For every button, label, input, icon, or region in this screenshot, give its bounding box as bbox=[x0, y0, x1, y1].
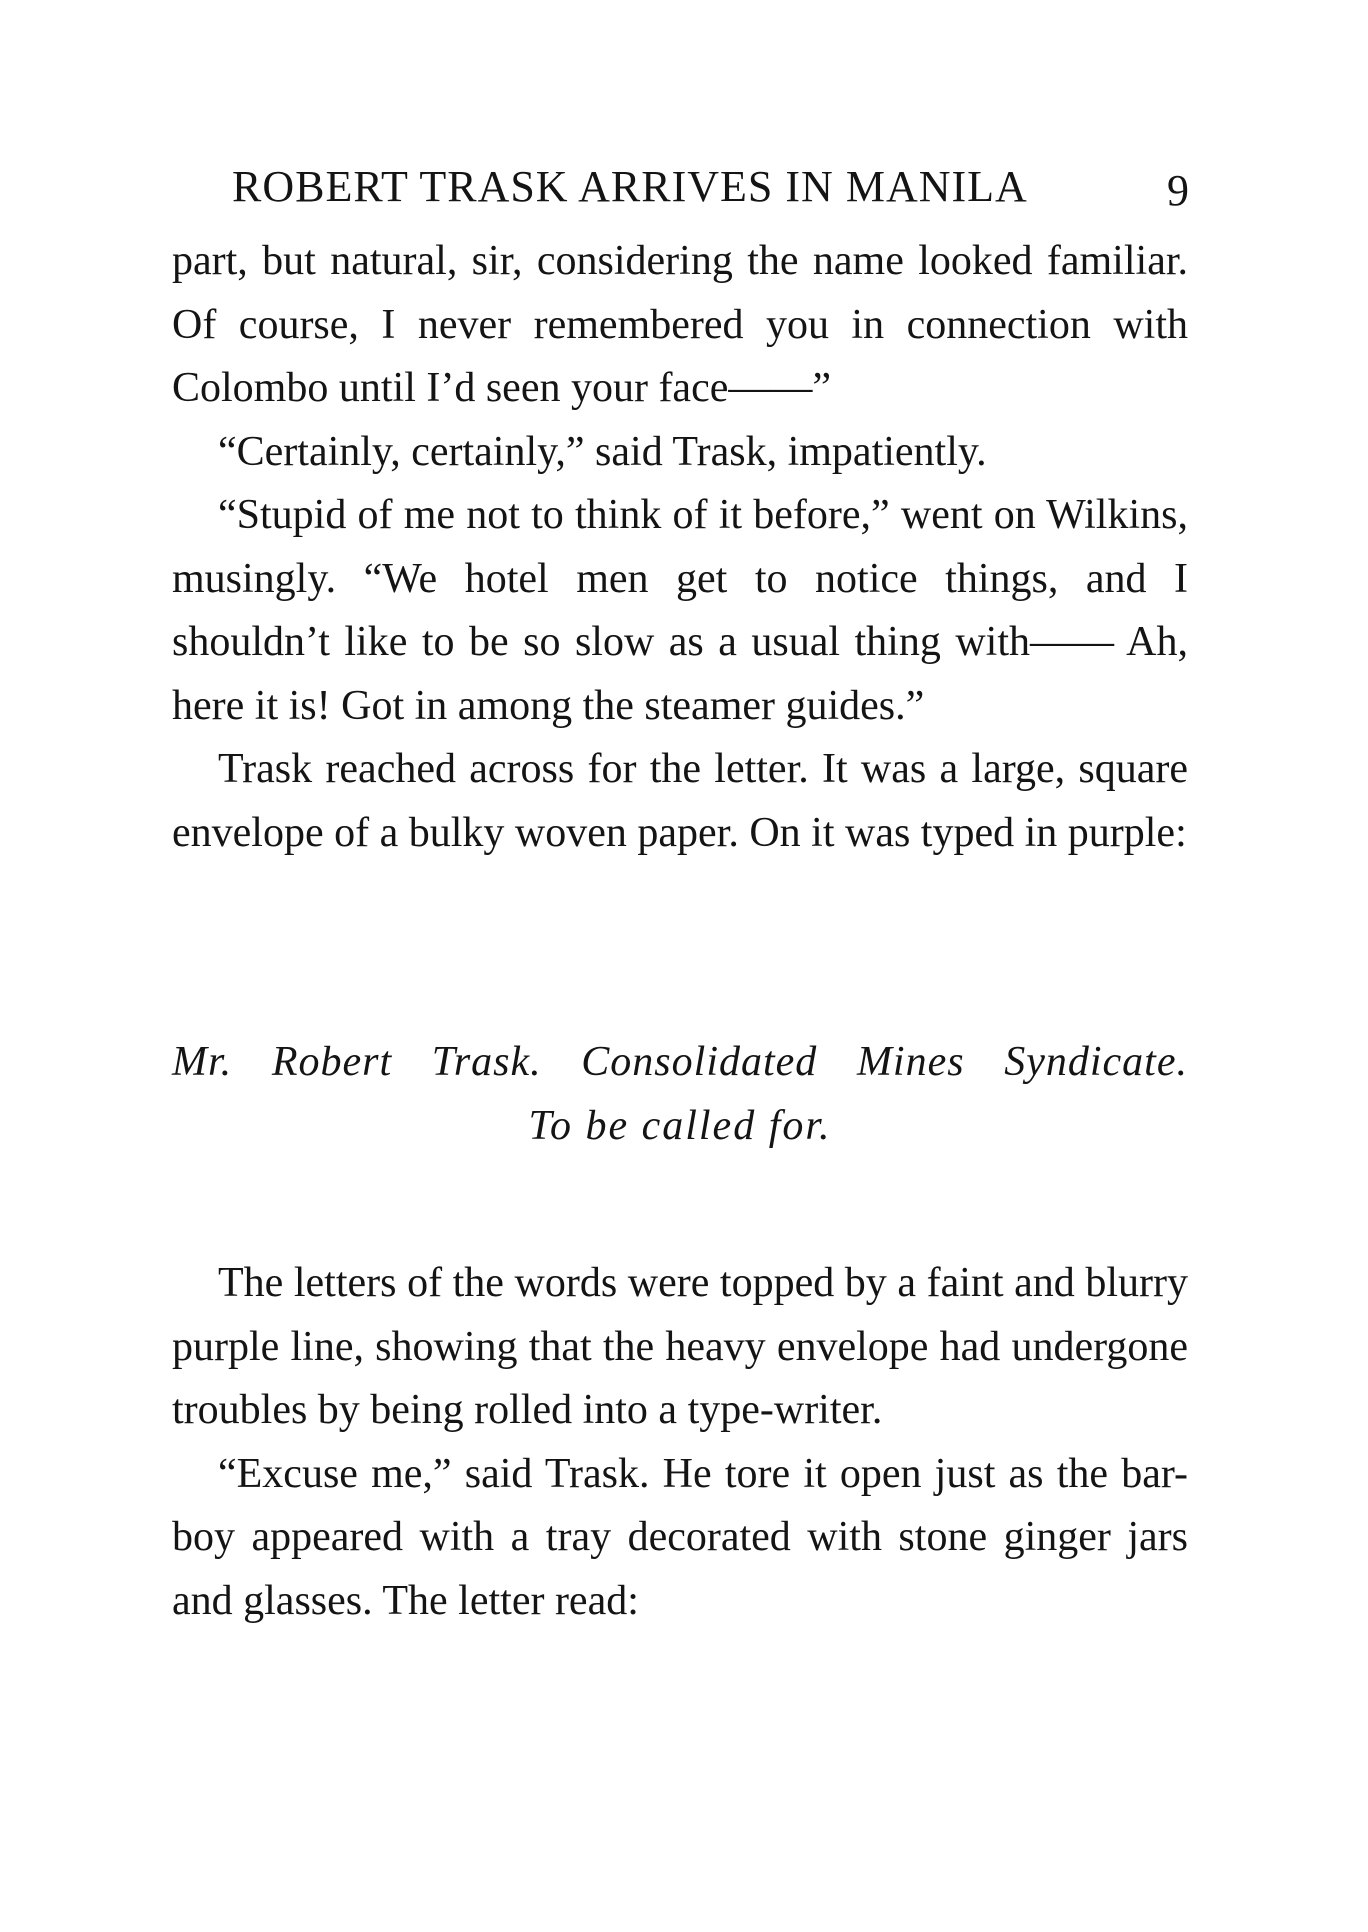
envelope-address bbox=[172, 1030, 1188, 1158]
paragraph: The letters of the words were topped by a faint and blurry purple line, showing that the heavy envelope had undergone troubles by being rolled into a type-writer. bbox=[172, 1260, 1188, 1433]
envelope-address-line-2: To be called for. bbox=[528, 1103, 832, 1149]
page-number: 9 bbox=[1167, 166, 1190, 215]
running-title: ROBERT TRASK ARRIVES IN MANILA bbox=[232, 162, 1028, 211]
running-header bbox=[232, 152, 1190, 222]
paragraph: “Certainly, certainly,” said Trask, impatiently. bbox=[218, 428, 987, 475]
paragraph: “Stupid of me not to think of it before,” went on Wilkins, musingly. “We hotel men get to notice things, and I shouldn’t like to be so slow as a usual thing with—— Ah, here it is! Got in among the steamer guides.” bbox=[172, 492, 1188, 729]
paragraph: “Excuse me,” said Trask. He tore it open just as the bar-boy appeared with a tray decorated with stone ginger jars and glasses. The letter read: bbox=[172, 1450, 1188, 1624]
body-text-top bbox=[172, 230, 1188, 865]
envelope-address-line-1: Mr. Robert Trask. Consolidated Mines Syndicate. bbox=[172, 1039, 1188, 1085]
paragraph: Trask reached across for the letter. It was a large, square envelope of a bulky woven paper. On it was typed in purple: bbox=[172, 746, 1188, 856]
body-text-bottom bbox=[172, 1252, 1188, 1633]
paragraph-continued: part, but natural, sir, considering the name looked familiar. Of course, I never remembered you in connection with Colombo until I’d seen your face——” bbox=[172, 238, 1188, 411]
